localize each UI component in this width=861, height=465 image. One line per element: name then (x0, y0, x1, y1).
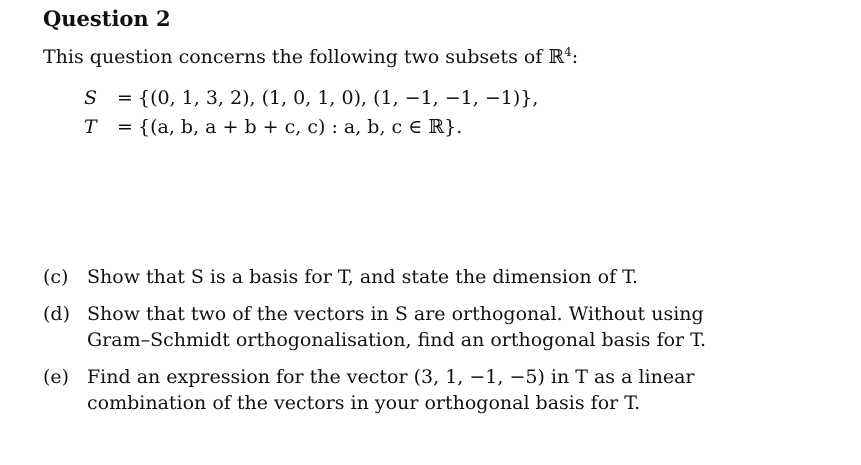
part-d-label: (d) (43, 303, 70, 325)
part-d (43, 301, 843, 353)
intro-superscript: 4 (564, 45, 572, 59)
part-e-text (87, 364, 843, 416)
set-t-symbol: T (84, 116, 97, 138)
part-d-line-2: Gram–Schmidt orthogonalisation, find an orthogonal basis for T. (87, 329, 707, 351)
part-e-line-1: Find an expression for the vector (3, 1, −1, −5) in T as a linear (87, 366, 695, 388)
part-c-text (87, 264, 843, 290)
set-t-elements: {(a, b, a + b + c, c) : a, b, c ∈ ℝ}. (138, 116, 463, 138)
part-c-line-1: Show that S is a basis for T, and state the dimension of T. (87, 266, 639, 288)
intro-colon: : (571, 46, 579, 68)
set-t-definition (84, 116, 462, 138)
part-d-text (87, 301, 843, 353)
part-d-line-1: Show that two of the vectors in S are orthogonal. Without using (87, 303, 704, 325)
intro-text: This question concerns the following two subsets of ℝ (43, 46, 565, 68)
set-s-definition (84, 87, 538, 109)
part-e-label: (e) (43, 366, 70, 388)
part-e (43, 364, 843, 416)
part-c (43, 264, 843, 290)
set-s-equals: = (117, 87, 133, 109)
part-e-line-2: combination of the vectors in your orthogonal basis for T. (87, 392, 641, 414)
question-intro (43, 45, 578, 68)
set-s-elements: {(0, 1, 3, 2), (1, 0, 1, 0), (1, −1, −1, −1)}, (138, 87, 539, 109)
question-heading: Question 2 (43, 6, 171, 31)
question-parts (43, 264, 843, 427)
part-c-label: (c) (43, 266, 69, 288)
set-s-symbol: S (84, 87, 98, 109)
set-t-equals: = (117, 116, 133, 138)
